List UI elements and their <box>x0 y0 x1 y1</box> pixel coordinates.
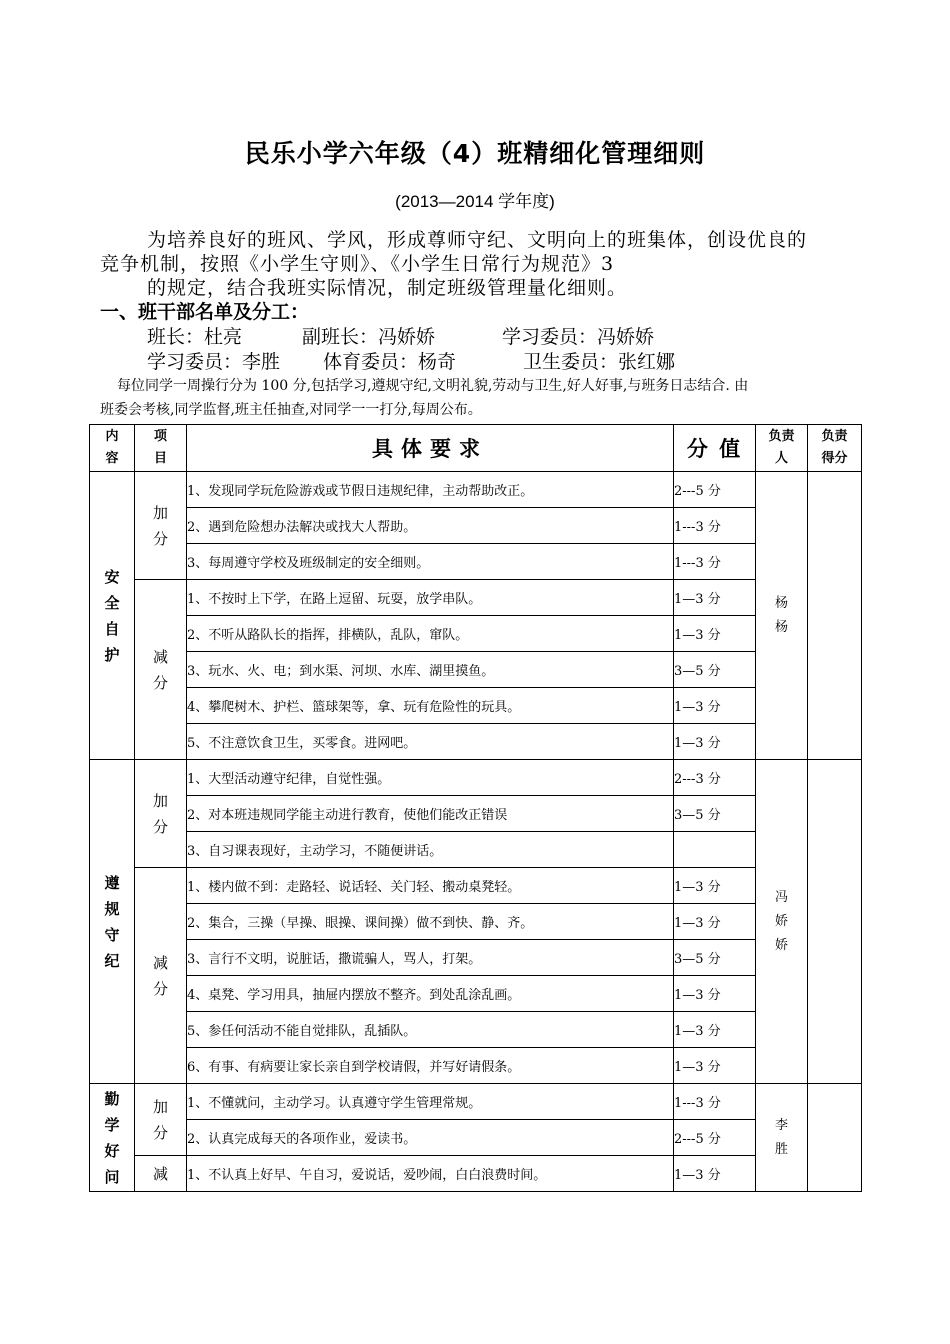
group-label: 加分 <box>135 472 187 580</box>
point-value: 1—3 分 <box>674 580 756 616</box>
table-row <box>90 940 862 976</box>
requirement-text: 3、自习课表现好，主动学习，不随便讲话。 <box>187 832 674 868</box>
table-row <box>90 580 862 616</box>
header-responsible: 负责人 <box>756 425 808 472</box>
requirement-text: 3、每周遵守学校及班级制定的安全细则。 <box>187 544 674 580</box>
requirement-text: 4、攀爬树木、护栏、篮球架等，拿、玩有危险性的玩具。 <box>187 688 674 724</box>
table-row <box>90 688 862 724</box>
member-vice-monitor: 副班长：冯娇娇 <box>302 326 436 348</box>
point-value: 2---5 分 <box>674 472 756 508</box>
member-study-1: 学习委员：冯娇娇 <box>502 326 655 348</box>
page-title: 民乐小学六年级（4）班精细化管理细则 <box>244 139 706 168</box>
responsible-person: 李胜 <box>756 1084 808 1192</box>
requirement-text: 5、参任何活动不能自觉排队，乱插队。 <box>187 1012 674 1048</box>
table-row <box>90 544 862 580</box>
requirement-text: 1、发现同学玩危险游戏或节假日违规纪律，主动帮助改正。 <box>187 472 674 508</box>
header-item: 项目 <box>135 425 187 472</box>
intro-line-2: 竞争机制，按照《小学生守则》、《小学生日常行为规范》3 <box>100 253 615 275</box>
members-row-2 <box>147 347 675 374</box>
point-value: 1---3 分 <box>674 1084 756 1120</box>
table-row <box>90 1156 862 1192</box>
point-value: 2---3 分 <box>674 760 756 796</box>
section-name: 勤学好问 <box>90 1084 135 1192</box>
section-name: 安全自护 <box>90 472 135 760</box>
table-row <box>90 760 862 796</box>
member-study-2: 学习委员：李胜 <box>147 351 281 373</box>
score-cell[interactable] <box>808 760 862 1084</box>
table-row <box>90 796 862 832</box>
table-row <box>90 724 862 760</box>
scoring-note-1: 每位同学一周操行分为 100 分,包括学习,遵规守纪,文明礼貌,劳动与卫生,好人好事,与班务日志结合. 由 <box>117 378 749 394</box>
rules-table <box>89 424 862 1192</box>
score-cell[interactable] <box>808 472 862 760</box>
table-row <box>90 868 862 904</box>
point-value: 1—3 分 <box>674 1012 756 1048</box>
intro-line-1: 为培养良好的班风、学风，形成尊师守纪、文明向上的班集体，创设优良的 <box>147 229 808 251</box>
table-row <box>90 1120 862 1156</box>
table-row <box>90 1084 862 1120</box>
score-cell[interactable] <box>808 1084 862 1192</box>
responsible-person: 冯娇娇 <box>756 760 808 1084</box>
group-label: 减 <box>135 1156 187 1192</box>
header-score: 负责得分 <box>808 425 862 472</box>
scoring-note-2: 班委会考核,同学监督,班主任抽查,对同学一一打分,每周公布。 <box>100 402 482 418</box>
group-label: 减分 <box>135 868 187 1084</box>
group-label: 加分 <box>135 760 187 868</box>
page-subtitle: (2013—2014 学年度) <box>395 192 555 211</box>
requirement-text: 1、楼内做不到：走路轻、说话轻、关门轻、搬动桌凳轻。 <box>187 868 674 904</box>
point-value: 1—3 分 <box>674 904 756 940</box>
requirement-text: 2、不听从路队长的指挥，排横队，乱队，窜队。 <box>187 616 674 652</box>
rules-table-body <box>90 472 862 1192</box>
responsible-person: 杨杨 <box>756 472 808 760</box>
member-sports: 体育委员：杨奇 <box>323 351 457 373</box>
header-content: 内容 <box>90 425 135 472</box>
intro-line-3: 的规定，结合我班实际情况，制定班级管理量化细则。 <box>147 277 628 299</box>
point-value: 1—3 分 <box>674 688 756 724</box>
point-value <box>674 832 756 868</box>
requirement-text: 1、不懂就问，主动学习。认真遵守学生管理常规。 <box>187 1084 674 1120</box>
table-row <box>90 1012 862 1048</box>
section-name: 遵规守纪 <box>90 760 135 1084</box>
table-row <box>90 904 862 940</box>
point-value: 1—3 分 <box>674 868 756 904</box>
table-row <box>90 616 862 652</box>
requirement-text: 1、不按时上下学，在路上逗留、玩耍，放学串队。 <box>187 580 674 616</box>
point-value: 1—3 分 <box>674 1156 756 1192</box>
requirement-text: 2、集合，三操（早操、眼操、课间操）做不到快、静、齐。 <box>187 904 674 940</box>
table-row <box>90 472 862 508</box>
point-value: 1—3 分 <box>674 976 756 1012</box>
point-value: 1—3 分 <box>674 724 756 760</box>
requirement-text: 4、桌凳、学习用具，抽屉内摆放不整齐。到处乱涂乱画。 <box>187 976 674 1012</box>
section-heading-leaders: 一、班干部名单及分工： <box>100 301 310 323</box>
group-label: 加分 <box>135 1084 187 1156</box>
point-value: 3—5 分 <box>674 796 756 832</box>
point-value: 1---3 分 <box>674 508 756 544</box>
requirement-text: 3、言行不文明，说脏话，撒谎骗人，骂人，打架。 <box>187 940 674 976</box>
requirement-text: 1、不认真上好早、午自习，爱说话，爱吵闹，白白浪费时间。 <box>187 1156 674 1192</box>
table-row <box>90 976 862 1012</box>
point-value: 1—3 分 <box>674 1048 756 1084</box>
requirement-text: 1、大型活动遵守纪律，自觉性强。 <box>187 760 674 796</box>
point-value: 1---3 分 <box>674 544 756 580</box>
point-value: 3—5 分 <box>674 940 756 976</box>
table-row <box>90 652 862 688</box>
members-row-1 <box>147 322 654 349</box>
requirement-text: 6、有事、有病要让家长亲自到学校请假，并写好请假条。 <box>187 1048 674 1084</box>
header-value: 分 值 <box>674 425 756 472</box>
table-row <box>90 1048 862 1084</box>
requirement-text: 2、认真完成每天的各项作业，爱读书。 <box>187 1120 674 1156</box>
table-row <box>90 508 862 544</box>
point-value: 2---5 分 <box>674 1120 756 1156</box>
table-header-row <box>90 425 862 472</box>
member-hygiene: 卫生委员：张红娜 <box>523 351 676 373</box>
requirement-text: 2、遇到危险想办法解决或找大人帮助。 <box>187 508 674 544</box>
member-monitor: 班长：杜亮 <box>147 326 243 348</box>
point-value: 3—5 分 <box>674 652 756 688</box>
requirement-text: 2、对本班违规同学能主动进行教育，使他们能改正错误 <box>187 796 674 832</box>
point-value: 1—3 分 <box>674 616 756 652</box>
header-requirements: 具体要求 <box>187 425 674 472</box>
requirement-text: 3、玩水、火、电；到水渠、河坝、水库、湖里摸鱼。 <box>187 652 674 688</box>
table-row <box>90 832 862 868</box>
requirement-text: 5、不注意饮食卫生，买零食。进网吧。 <box>187 724 674 760</box>
group-label: 减分 <box>135 580 187 760</box>
